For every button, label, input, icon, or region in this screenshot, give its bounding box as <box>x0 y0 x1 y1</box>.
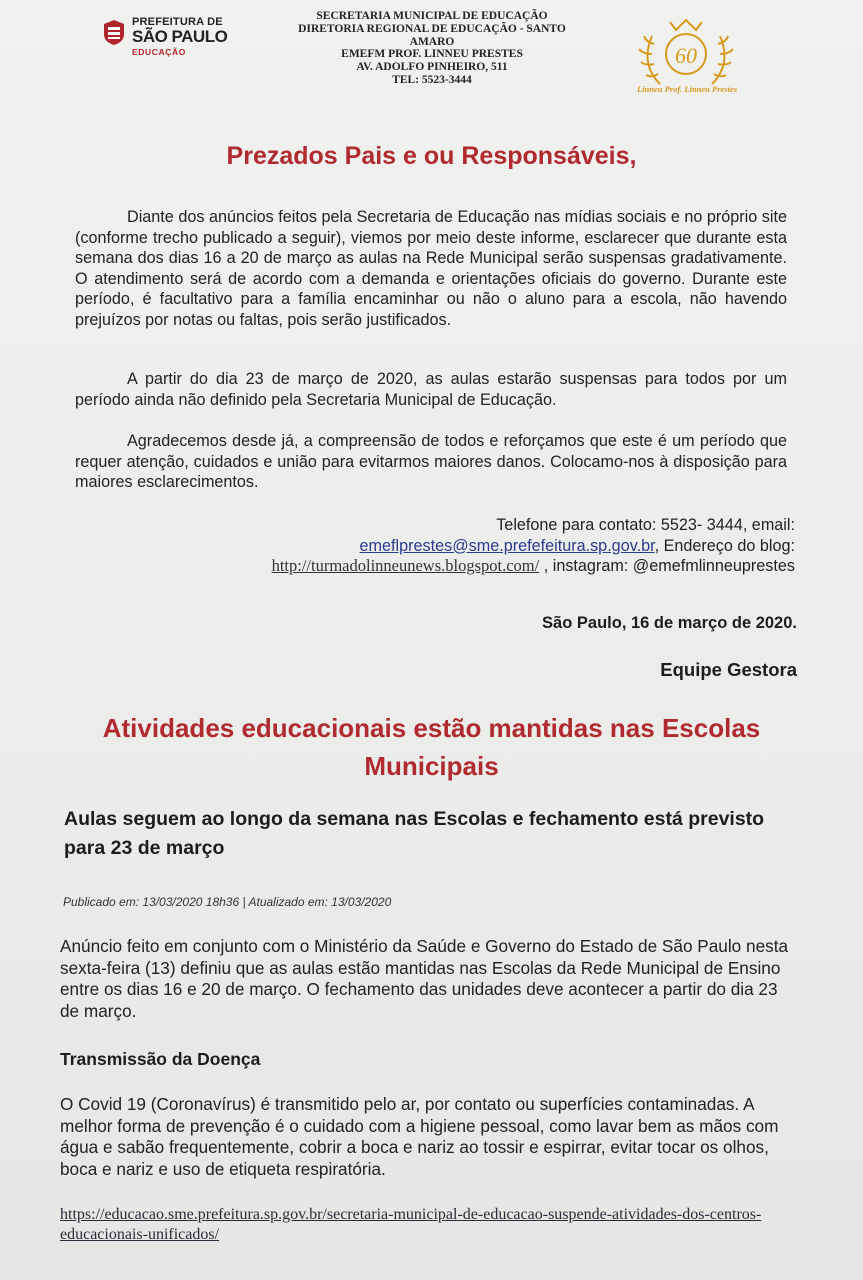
header-line: AV. ADOLFO PINHEIRO, 511 <box>356 61 508 74</box>
prefeitura-logo <box>102 14 232 60</box>
seal-caption: Linneu Prof. Linneu Prestes <box>636 84 738 94</box>
source-link[interactable]: https://educacao.sme.prefeitura.sp.gov.br/secretaria-municipal-de-educacao-suspende-atividades-dos-centros-educacionais-unificados/ <box>60 1206 762 1243</box>
school-header <box>262 10 602 87</box>
blog-link[interactable]: http://turmadolinneunews.blogspot.com/ <box>271 556 540 575</box>
contact-block <box>75 515 795 577</box>
blog-label: , Endereço do blog: <box>654 536 795 555</box>
header-line: SECRETARIA MUNICIPAL DE EDUCAÇÃO <box>316 10 548 22</box>
article-published-date: Publicado em: 13/03/2020 18h36 | Atualizado em: 13/03/2020 <box>63 895 392 909</box>
article-title: Atividades educacionais estão mantidas nas Escolas Municipais <box>102 713 761 781</box>
city-crest-icon <box>102 18 126 46</box>
header-line: AMARO <box>409 35 455 48</box>
letter-paragraph-2: A partir do dia 23 de março de 2020, as aulas estarão suspensas para todos por um período ainda não definido pela Secretaria Municipal de Educação. <box>75 370 787 409</box>
header-line: EMEFM PROF. LINNEU PRESTES <box>341 48 523 61</box>
letter-signature: Equipe Gestora <box>660 659 797 680</box>
seal-number: 60 <box>675 43 697 68</box>
letter-date: São Paulo, 16 de março de 2020. <box>542 614 797 632</box>
email-link[interactable]: emeflprestes@sme.prefefeitura.sp.gov.br <box>359 536 655 555</box>
logo-line-2: SÃO PAULO <box>132 27 228 46</box>
logo-line-1: PREFEITURA DE <box>132 16 223 28</box>
greeting-heading: Prezados Pais e ou Responsáveis, <box>226 142 637 170</box>
logo-line-3: EDUCAÇÃO <box>132 47 186 57</box>
article-subtitle: Aulas seguem ao longo da semana nas Escolas e fechamento está previsto para 23 de março <box>64 808 765 859</box>
contact-phone: Telefone para contato: 5523- 3444, email: <box>496 516 795 534</box>
article-paragraph-1: Anúncio feito em conjunto com o Ministério da Saúde e Governo do Estado de São Paulo nesta sexta-feira (13) definiu que as aulas estão mantidas nas Escolas da Rede Municipal de Ensino entre os dias 16 e 20 de março. O fechamento das unidades deve acontecer a partir do dia 23 de março. <box>60 936 789 1021</box>
header-line: DIRETORIA REGIONAL DE EDUCAÇÃO - SANTO <box>298 22 566 35</box>
instagram-text: , instagram: @emefmlinneuprestes <box>539 557 795 575</box>
article-section-heading: Transmissão da Doença <box>60 1049 261 1069</box>
article-paragraph-2: O Covid 19 (Coronavírus) é transmitido pelo ar, por contato ou superfícies contaminadas. A melhor forma de prevenção é o cuidado com a higiene pessoal, como lavar bem as mãos com água e sabão frequentemente, cobrir a boca e nariz ao tossir e espirrar, evitar tocar os olhos, boca e nariz e uso de etiqueta respiratória. <box>60 1094 779 1179</box>
letter-paragraph-3: Agradecemos desde já, a compreensão de todos e reforçamos que este é um período que requer atenção, cuidados e união para evitarmos maiores danos. Colocamo-nos à disposição para maiores esclarecimentos. <box>75 432 787 491</box>
letter-paragraph-1: Diante dos anúncios feitos pela Secretaria de Educação nas mídias sociais e no próprio site (conforme trecho publicado a seguir), viemos por meio deste informe, esclarecer que durante esta semana dos dias 16 a 20 de março as aulas na Rede Municipal serão suspensas gradativamente. O atendimento será de acordo com a demanda e orientações oficiais do governo. Durante este período, é facultativo para a família encaminhar ou não o aluno para a escola, não havendo prejuízos por notas ou faltas, pois serão justificados. <box>75 208 787 329</box>
header-line: TEL: 5523-3444 <box>392 73 472 86</box>
